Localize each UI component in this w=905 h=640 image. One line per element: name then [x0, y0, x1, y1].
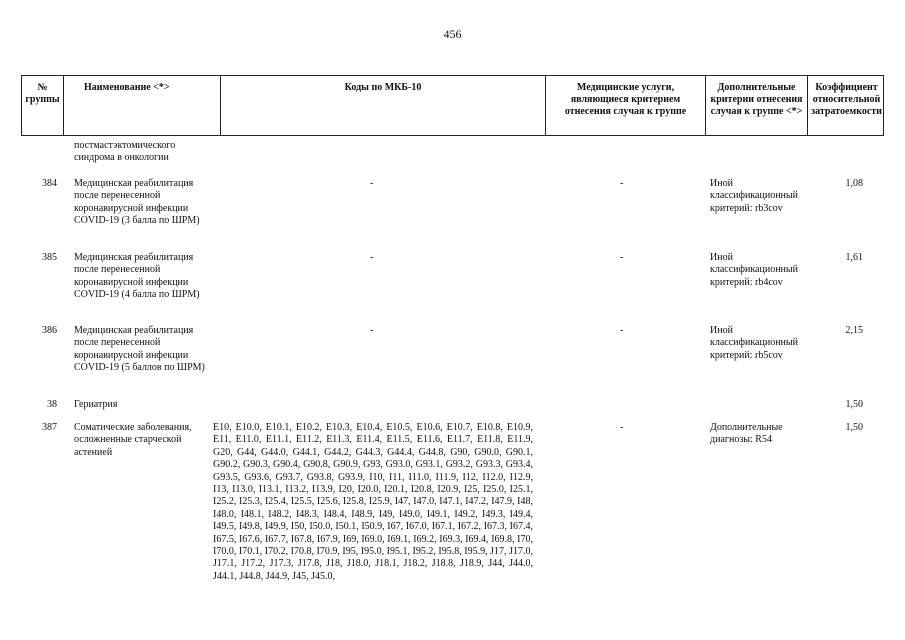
row-number: 38	[47, 399, 57, 410]
row-services: -	[620, 422, 624, 433]
row-coefficient: 1,61	[845, 252, 863, 263]
header-additional-criteria: Дополнительные критерии отнесения случая к группе <*>	[706, 76, 808, 135]
row-services: -	[620, 325, 624, 336]
row-number: 385	[42, 252, 57, 263]
row-name: Гериатрия	[74, 399, 118, 410]
row-name: Медицинская реабилитация после перенесенной коронавирусной инфекции COVID-19 (3 балла по ШРМ)	[74, 178, 200, 227]
row-number: 384	[42, 178, 57, 189]
page-number: 456	[443, 27, 462, 41]
header-coefficient: Коэффициент относительной затратоемкости	[811, 82, 882, 117]
row-coefficient: 1,50	[845, 422, 863, 433]
row-name: Соматические заболевания, осложненные старческой астенией	[74, 422, 192, 458]
row-additional-criteria: Иной классификационный критерий: rb5cov	[710, 325, 798, 361]
row-services: -	[620, 178, 624, 189]
row-name: Медицинская реабилитация после перенесенной коронавирусной инфекции COVID-19 (5 баллов по ШРМ)	[74, 325, 205, 374]
row-codes: -	[370, 178, 374, 189]
row-coefficient: 1,08	[845, 178, 863, 189]
row-additional-criteria: Дополнительные диагнозы: R54	[710, 422, 783, 446]
header-medical-services: Медицинские услуги, являющиеся критерием отнесения случая к группе	[546, 76, 706, 135]
table-header	[21, 75, 884, 136]
header-icd-codes: Коды по МКБ-10	[221, 76, 546, 135]
row-additional-criteria: Иной классификационный критерий: rb3cov	[710, 178, 798, 214]
row-number: 386	[42, 325, 57, 336]
row-name: постмастэктомического синдрома в онкологии	[74, 140, 176, 164]
row-codes: -	[370, 325, 374, 336]
row-coefficient: 2,15	[845, 325, 863, 336]
row-additional-criteria: Иной классификационный критерий: rb4cov	[710, 252, 798, 288]
header-name: Наименование <*>	[64, 76, 221, 135]
row-number: 387	[42, 422, 57, 433]
row-codes: E10, E10.0, E10.1, E10.2, E10.3, E10.4, E10.5, E10.6, E10.7, E10.8, E10.9, E11, E11.0, E11.1, E11.2, E11.3, E11.4, E11.5, E11.6, E11.7, E11.8, E11.9, G20, G44, G44.0, G44.1, G44.2, G44.3, G44.4, G44.8, G90, G90.0, G90.1, G90.2, G90.3, G90.4, G90.8, G90.9, G93, G93.0, G93.1, G93.2, G93.3, G93.4, G93.5, G93.6, G93.7, G93.8, G93.9, I10, I11, I11.0, I11.9, I12, I12.0, I12.9, I13, I13.0, I13.1, I13.2, I13.9, I20, I20.0, I20.1, I20.8, I20.9, I25, I25.0, I25.1, I25.2, I25.3, I25.4, I25.5, I25.6, I25.8, I25.9, I47, I47.0, I47.1, I47.2, I47.9, I48, I48.0, I48.1, I48.2, I48.3, I48.4, I48.9, I49, I49.0, I49.1, I49.2, I49.3, I49.4, I49.5, I49.8, I49.9, I50, I50.0, I50.1, I50.9, I67, I67.0, I67.1, I67.2, I67.3, I67.4, I67.5, I67.6, I67.7, I67.8, I67.9, I69, I69.0, I69.1, I69.2, I69.3, I69.4, I69.8, I70, I70.0, I70.1, I70.2, I70.8, I70.9, I95, I95.0, I95.1, I95.2, I95.8, I95.9, J17, J17.0, J17.1, J17.2, J17.3, J17.8, J18, J18.0, J18.1, J18.2, J18.8, J18.9, J44, J44.0, J44.1, J44.8, J44.9, J45, J45.0,	[213, 422, 533, 582]
row-codes: -	[370, 252, 374, 263]
row-coefficient: 1,50	[845, 399, 863, 410]
row-name: Медицинская реабилитация после перенесенной коронавирусной инфекции COVID-19 (4 балла по ШРМ)	[74, 252, 200, 301]
row-services: -	[620, 252, 624, 263]
header-group-number: № группы	[22, 76, 64, 135]
